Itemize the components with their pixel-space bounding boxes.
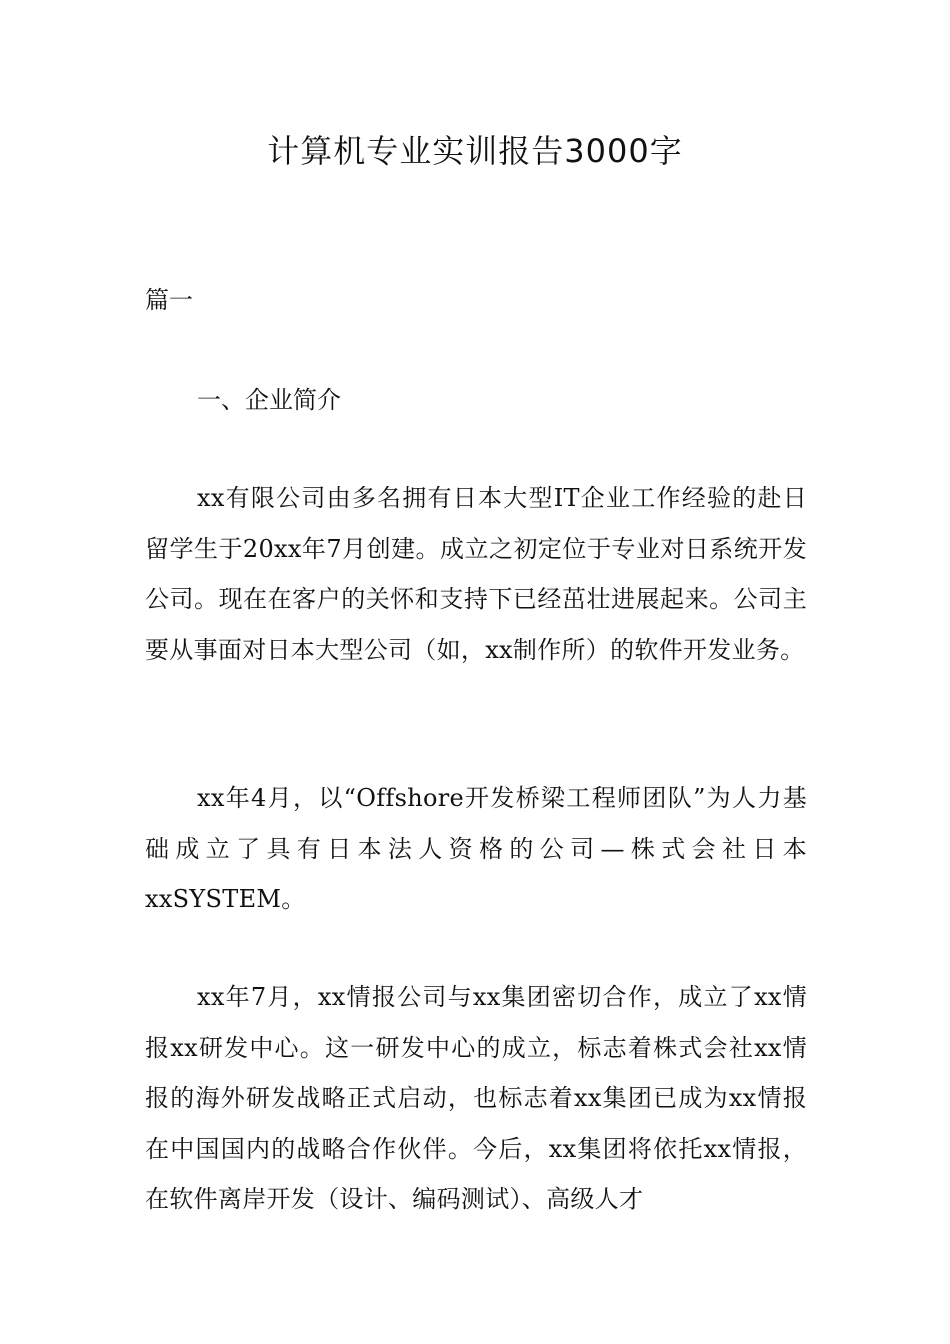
section-label: 篇一 (145, 286, 193, 314)
paragraph-company-intro: xx有限公司由多名拥有日本大型IT企业工作经验的赴日留学生于20xx年7月创建。成立之初定位于专业对日系统开发公司。现在在客户的关怀和支持下已经茁壮进展起来。公司主要从事面对日本大型公司（如，xx制作所）的软件开发业务。 (145, 484, 807, 664)
paragraph-rd-center: xx年7月，xx情报公司与xx集团密切合作，成立了xx情报xx研发中心。这一研发中心的成立，标志着株式会社xx情报的海外研发战略正式启动，也标志着xx集团已成为xx情报在中国国内的战略合作伙伴。今后，xx集团将依托xx情报，在软件离岸开发（设计、编码测试）、高级人才 (145, 983, 807, 1213)
paragraph-japan-subsidiary: xx年4月，以“Offshore开发桥梁工程师团队”为人力基础成立了具有日本法人资格的公司—株式会社日本xxSYSTEM。 (145, 784, 807, 913)
section-heading: 一、企业简介 (197, 386, 341, 414)
document-title: 计算机专业实训报告3000字 (267, 132, 683, 170)
